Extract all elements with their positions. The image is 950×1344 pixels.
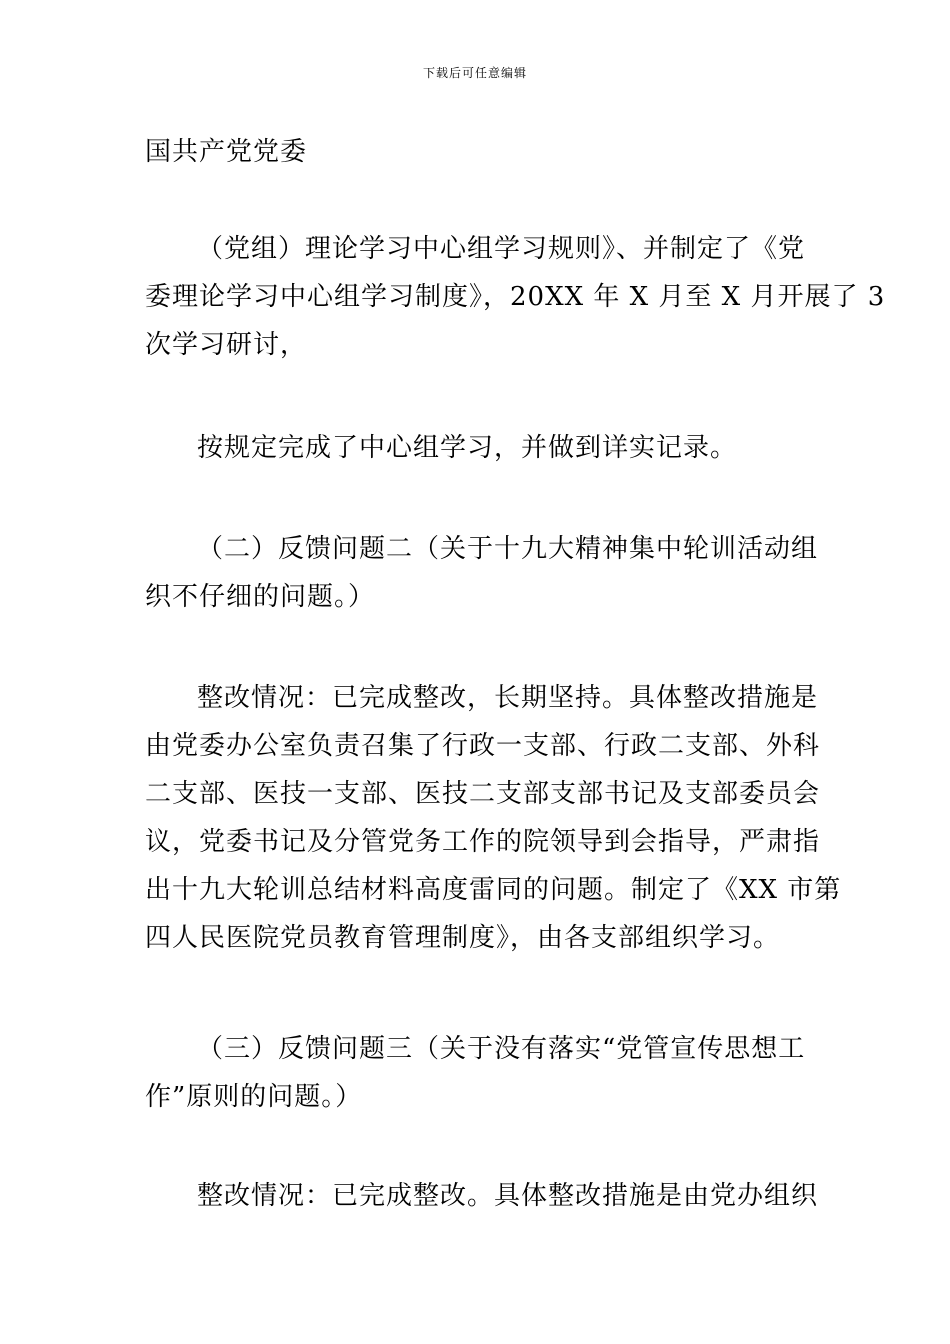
paragraph-6 bbox=[197, 1025, 810, 1073]
paragraph-4 bbox=[197, 525, 819, 573]
paragraph-5-continued bbox=[145, 722, 842, 962]
paragraph-line: 出十九大轮训总结材料高度雷同的问题。制定了《XX 市第 bbox=[145, 875, 842, 905]
paragraph-line: 作”原则的问题。） bbox=[145, 1082, 363, 1112]
paragraph-line: （党组）理论学习中心组学习规则》、并制定了《党 bbox=[197, 234, 806, 264]
paragraph-line: 四人民医院党员教育管理制度》，由各支部组织学习。 bbox=[145, 923, 781, 953]
paragraph-line: 二支部、医技一支部、医技二支部支部书记及支部委员会 bbox=[145, 779, 821, 809]
paragraph-line: （二）反馈问题二（关于十九大精神集中轮训活动组 bbox=[197, 534, 819, 564]
paragraph-2 bbox=[197, 225, 810, 273]
paragraph-line: 整改情况：已完成整改。具体整改措施是由党办组织 bbox=[197, 1181, 819, 1211]
page-header: 下载后可任意编辑 bbox=[422, 66, 527, 80]
paragraph-line: 由党委办公室负责召集了行政一支部、行政二支部、外科 bbox=[145, 731, 821, 761]
paragraph-3 bbox=[197, 424, 810, 472]
paragraph-line: 整改情况：已完成整改，长期坚持。具体整改措施是 bbox=[197, 683, 819, 713]
paragraph-5 bbox=[197, 674, 819, 722]
paragraph-line: 按规定完成了中心组学习，并做到详实记录。 bbox=[197, 433, 738, 463]
paragraph-line: 议，党委书记及分管党务工作的院领导到会指导，严肃指 bbox=[145, 827, 821, 857]
paragraph-line: 国共产党党委 bbox=[145, 137, 308, 167]
paragraph-2-continued bbox=[145, 273, 886, 369]
paragraph-1 bbox=[145, 128, 810, 176]
paragraph-4-continued bbox=[145, 573, 810, 621]
paragraph-6-continued bbox=[145, 1073, 810, 1121]
paragraph-line: 织不仔细的问题。） bbox=[145, 582, 376, 612]
paragraph-7 bbox=[197, 1172, 819, 1220]
paragraph-line: （三）反馈问题三（关于没有落实“党管宣传思想工 bbox=[197, 1034, 806, 1064]
paragraph-line: 次学习研讨， bbox=[145, 330, 308, 360]
paragraph-line: 委理论学习中心组学习制度》，20XX 年 X 月至 X 月开展了 3 bbox=[145, 282, 886, 312]
